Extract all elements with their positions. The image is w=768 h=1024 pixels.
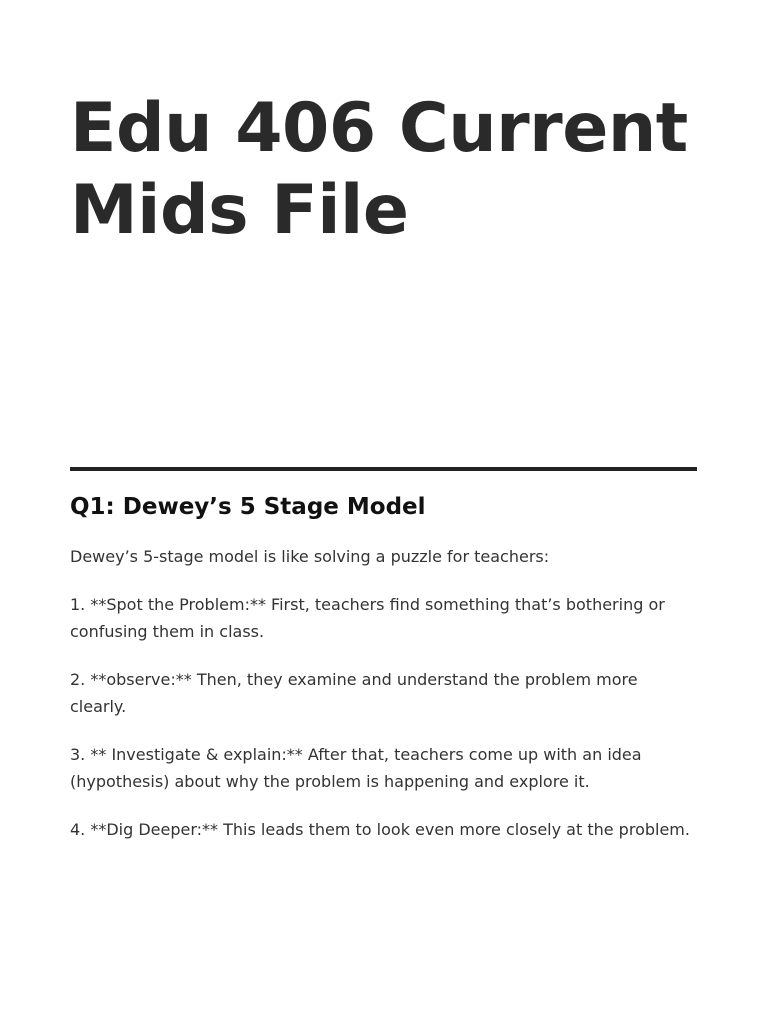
question-section <box>70 490 698 864</box>
section-heading: Q1: Dewey’s 5 Stage Model <box>70 494 426 520</box>
section-divider <box>70 467 697 471</box>
intro-paragraph: Dewey’s 5-stage model is like solving a puzzle for teachers: <box>70 547 550 566</box>
list-item-4: 4. **Dig Deeper:** This leads them to look even more closely at the problem. <box>70 820 690 839</box>
list-item-2: 2. **observe:** Then, they examine and understand the problem more clearly. <box>70 670 638 716</box>
list-item-1: 1. **Spot the Problem:** First, teachers find something that’s bothering or confusing them in class. <box>70 595 665 641</box>
list-item-3: 3. ** Investigate & explain:** After that, teachers come up with an idea (hypothesis) about why the problem is happening and explore it. <box>70 745 642 791</box>
document-title: Edu 406 Current Mids File <box>70 89 688 250</box>
